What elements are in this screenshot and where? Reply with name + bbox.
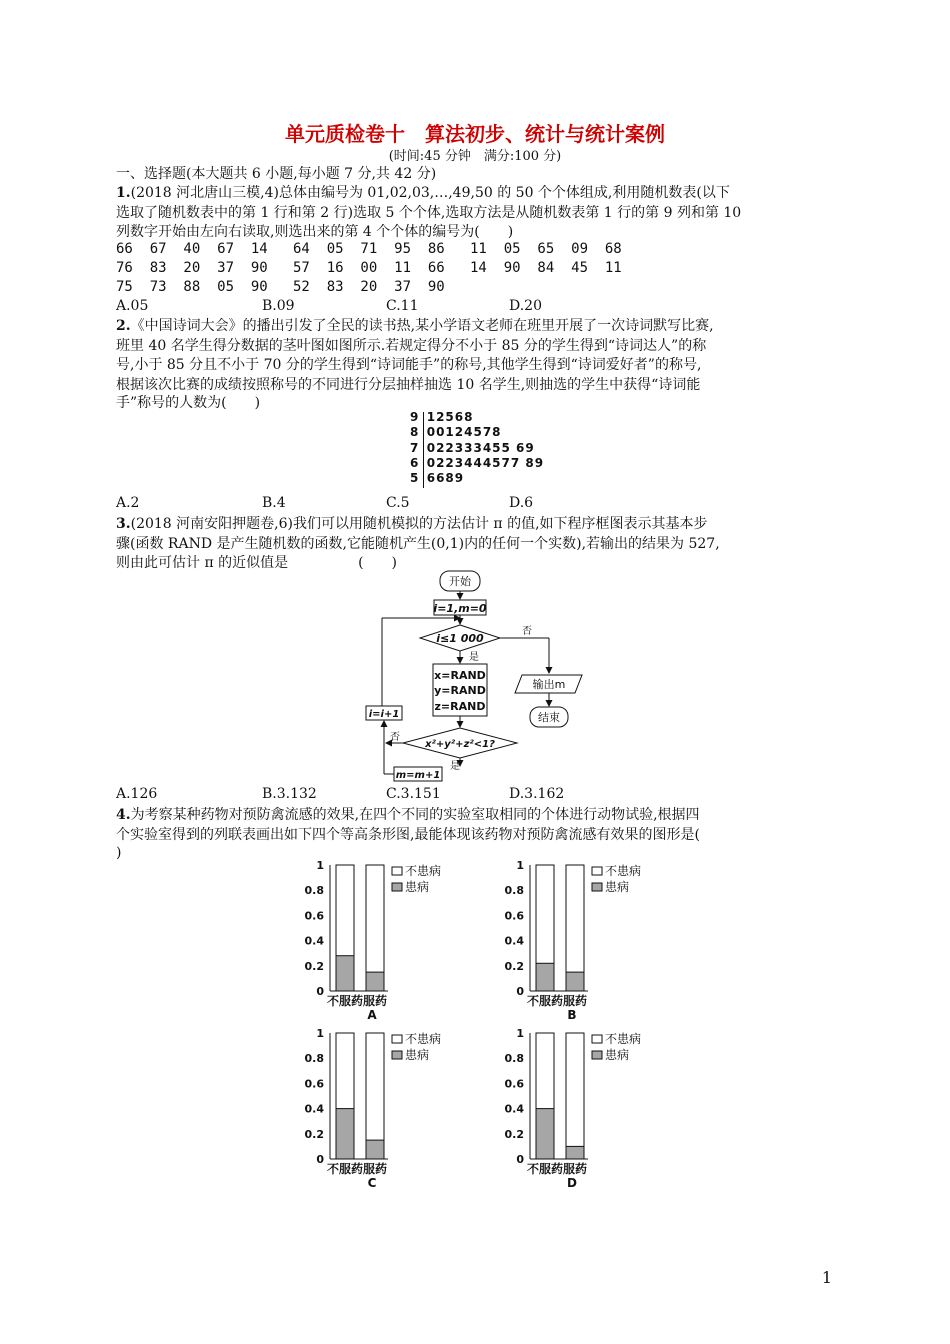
exam-meta: (时间:45 分钟 满分:100 分) [388, 149, 562, 164]
leaves: 6689 [426, 471, 465, 486]
y-tick-label: 0.8 [304, 1052, 324, 1066]
leaves: 12568 [426, 410, 474, 424]
legend-label-healthy: 不患病 [605, 864, 642, 878]
q2-line-4: 根据该次比赛的成绩按照称号的不同进行分层抽样抽选 10 名学生,则抽选的学生中获得“诗词能 [116, 377, 701, 393]
q3-option-a: A.126 [116, 786, 158, 802]
stem-leaf-divider [423, 412, 424, 488]
legend-label-ill: 患病 [405, 880, 430, 894]
chart-b [505, 859, 642, 1022]
q2-line-3: 号,小于 85 分且不小于 70 分的学生得到“诗词能手”的称号,其他学生得到“诗词爱好者”的称号, [116, 357, 702, 373]
q1-option-d: D.20 [509, 298, 542, 314]
loop-condition-label: i≤1 000 [436, 632, 484, 645]
y-tick-label: 0.2 [304, 959, 324, 973]
legend-swatch-healthy [392, 1035, 402, 1043]
x-tick-label: 服药 [562, 1162, 588, 1176]
bar-ill [336, 956, 354, 991]
q1-option-c: C.11 [386, 298, 419, 314]
q3-option-d: D.3.162 [509, 786, 565, 802]
x-tick-label: 不服药 [526, 994, 564, 1008]
legend-swatch-ill [592, 1051, 602, 1059]
legend-label-healthy: 不患病 [405, 1032, 442, 1046]
y-tick-label: 0.2 [504, 1127, 524, 1141]
q4-number: 4. [116, 807, 131, 823]
q1-text-1: (2018 河北唐山三模,4)总体由编号为 01,02,03,…,49,50 的 50 个个体组成,利用随机数表(以下 [130, 185, 730, 201]
bar-charts [300, 855, 660, 1200]
init-label: i=1,m=0 [433, 602, 487, 615]
x-tick-label: 服药 [362, 1162, 388, 1176]
bar-ill [536, 963, 554, 991]
chart-d [505, 1027, 642, 1190]
bar-ill [566, 1146, 584, 1159]
chart-c [305, 1027, 442, 1190]
assign-x: x=RAND [434, 669, 486, 682]
y-tick-label: 0.6 [504, 909, 524, 923]
test-label: x²+y²+z²<1? [425, 739, 495, 750]
y-tick-label: 0.6 [304, 909, 324, 923]
y-tick-label: 1 [516, 859, 524, 872]
bar-healthy [566, 1033, 584, 1159]
q4-line-3: ) [116, 845, 122, 861]
y-tick-label: 0 [316, 1153, 324, 1166]
stem: 5 [410, 471, 419, 486]
stem-row-9 [410, 410, 544, 425]
q4-text-1: 为考察某种药物对预防禽流感的效果,在四个不同的实验室取相同的个体进行动物试验,根据四 [130, 807, 700, 823]
q4-line-1 [116, 805, 700, 825]
leaves: 00124578 [426, 425, 502, 440]
stem: 8 [410, 425, 419, 440]
legend-swatch-healthy [392, 867, 402, 875]
q2-option-d: D.6 [509, 495, 534, 511]
y-tick-label: 1 [316, 859, 324, 872]
legend-swatch-healthy [592, 1035, 602, 1043]
q1-line-1 [116, 183, 730, 203]
q3-line-2: 骤(函数 RAND 是产生随机数的函数,它能随机产生(0,1)内的任何一个实数),若输出的结果为 527, [116, 536, 720, 552]
y-tick-label: 0 [516, 1153, 524, 1166]
section-heading: 一、选择题(本大题共 6 小题,每小题 7 分,共 42 分) [116, 166, 437, 182]
output-label: 输出m [532, 678, 566, 691]
bar-ill [566, 972, 584, 991]
stem: 7 [410, 440, 419, 455]
y-tick-label: 0.2 [304, 1127, 324, 1141]
page-title: 单元质检卷十 算法初步、统计与统计案例 [285, 122, 665, 146]
stem: 6 [410, 455, 419, 470]
random-table-row-3: 75 73 88 05 90 52 83 20 37 90 [116, 279, 445, 295]
assign-y: y=RAND [434, 684, 486, 697]
legend-swatch-ill [392, 1051, 402, 1059]
q1-number: 1. [116, 185, 131, 201]
q1-line-2: 选取了随机数表中的第 1 行和第 2 行)选取 5 个个体,选取方法是从随机数表第 1 行的第 9 列和第 10 [116, 205, 742, 221]
chart-a [305, 859, 442, 1022]
stem-row-7 [410, 441, 544, 456]
y-tick-label: 0.4 [304, 934, 324, 948]
no-label-1: 否 [522, 626, 532, 637]
x-tick-label: 不服药 [326, 1162, 364, 1176]
yes-label-1: 是 [469, 652, 479, 663]
q1-line-3: 列数字开始由左向右读取,则选出来的第 4 个个体的编号为( ) [116, 224, 514, 240]
legend-swatch-ill [592, 883, 602, 891]
stem: 9 [410, 410, 419, 424]
y-tick-label: 0.6 [304, 1077, 324, 1091]
y-tick-label: 0.8 [504, 884, 524, 898]
q1-option-b: B.09 [262, 298, 295, 314]
q1-option-a: A.05 [116, 298, 149, 314]
chart-label: D [567, 1176, 577, 1190]
stem-row-5 [410, 471, 544, 486]
flowchart [360, 565, 620, 785]
assign-z: z=RAND [434, 700, 486, 713]
legend-label-ill: 患病 [405, 1048, 430, 1062]
x-tick-label: 不服药 [526, 1162, 564, 1176]
q2-option-a: A.2 [116, 495, 140, 511]
stem-row-8 [410, 425, 544, 440]
legend-label-healthy: 不患病 [605, 1032, 642, 1046]
legend-label-healthy: 不患病 [405, 864, 442, 878]
leaves: 0223444577 89 [426, 455, 545, 470]
random-table-row-2: 76 83 20 37 90 57 16 00 11 66 14 90 84 45 11 [116, 260, 622, 276]
y-tick-label: 0 [316, 985, 324, 998]
y-tick-label: 0.4 [304, 1102, 324, 1116]
no-label-2: 否 [390, 732, 400, 743]
bar-ill [336, 1109, 354, 1159]
random-table-row-1: 66 67 40 67 14 64 05 71 95 86 11 05 65 09 68 [116, 241, 622, 257]
q3-option-c: C.3.151 [386, 786, 441, 802]
y-tick-label: 0.6 [504, 1077, 524, 1091]
q2-line-1 [116, 316, 714, 336]
q3-line-3: 则由此可估计 π 的近似值是 ( ) [116, 555, 398, 571]
q2-option-c: C.5 [386, 495, 410, 511]
legend-swatch-ill [392, 883, 402, 891]
q4-line-2: 个实验室得到的列联表画出如下四个等高条形图,最能体现该药物对预防禽流感有效果的图形是( [116, 827, 700, 843]
q2-number: 2. [116, 318, 131, 334]
q2-line-2: 班里 40 名学生得分数据的茎叶图如图所示.若规定得分不小于 85 分的学生得到“诗词达人”的称 [116, 338, 707, 354]
chart-label: A [367, 1008, 377, 1022]
y-tick-label: 1 [316, 1027, 324, 1040]
y-tick-label: 0.4 [504, 934, 524, 948]
q2-option-b: B.4 [262, 495, 286, 511]
y-tick-label: 0.8 [504, 1052, 524, 1066]
bar-ill [536, 1109, 554, 1159]
yes-label-2: 是 [450, 761, 460, 772]
y-tick-label: 0.4 [504, 1102, 524, 1116]
legend-label-ill: 患病 [605, 880, 630, 894]
bar-ill [366, 1140, 384, 1159]
legend-swatch-healthy [592, 867, 602, 875]
q3-text-1: (2018 河南安阳押题卷,6)我们可以用随机模拟的方法估计 π 的值,如下程序框图表示其基本步 [130, 516, 708, 532]
page-number: 1 [821, 1268, 832, 1287]
q2-line-5: 手”称号的人数为( ) [116, 395, 261, 411]
legend-label-ill: 患病 [605, 1048, 630, 1062]
q2-text-1: 《中国诗词大会》的播出引发了全民的读书热,某小学语文老师在班里开展了一次诗词默写比赛, [130, 318, 714, 334]
y-tick-label: 0.8 [304, 884, 324, 898]
stem-row-6 [410, 456, 544, 471]
x-tick-label: 不服药 [326, 994, 364, 1008]
stem-leaf-plot [410, 410, 544, 486]
x-tick-label: 服药 [562, 994, 588, 1008]
y-tick-label: 1 [516, 1027, 524, 1040]
inc-i-label: i=i+1 [368, 709, 400, 720]
y-tick-label: 0.2 [504, 959, 524, 973]
bar-ill [366, 972, 384, 991]
chart-label: B [567, 1008, 577, 1022]
leaves: 022333455 69 [426, 440, 535, 455]
chart-label: C [367, 1176, 377, 1190]
x-tick-label: 服药 [362, 994, 388, 1008]
y-tick-label: 0 [516, 985, 524, 998]
q3-number: 3. [116, 516, 131, 532]
q3-option-b: B.3.132 [262, 786, 317, 802]
q3-line-1 [116, 514, 708, 534]
end-label: 结束 [538, 711, 560, 724]
inc-m-label: m=m+1 [395, 770, 441, 781]
start-label: 开始 [449, 575, 471, 588]
